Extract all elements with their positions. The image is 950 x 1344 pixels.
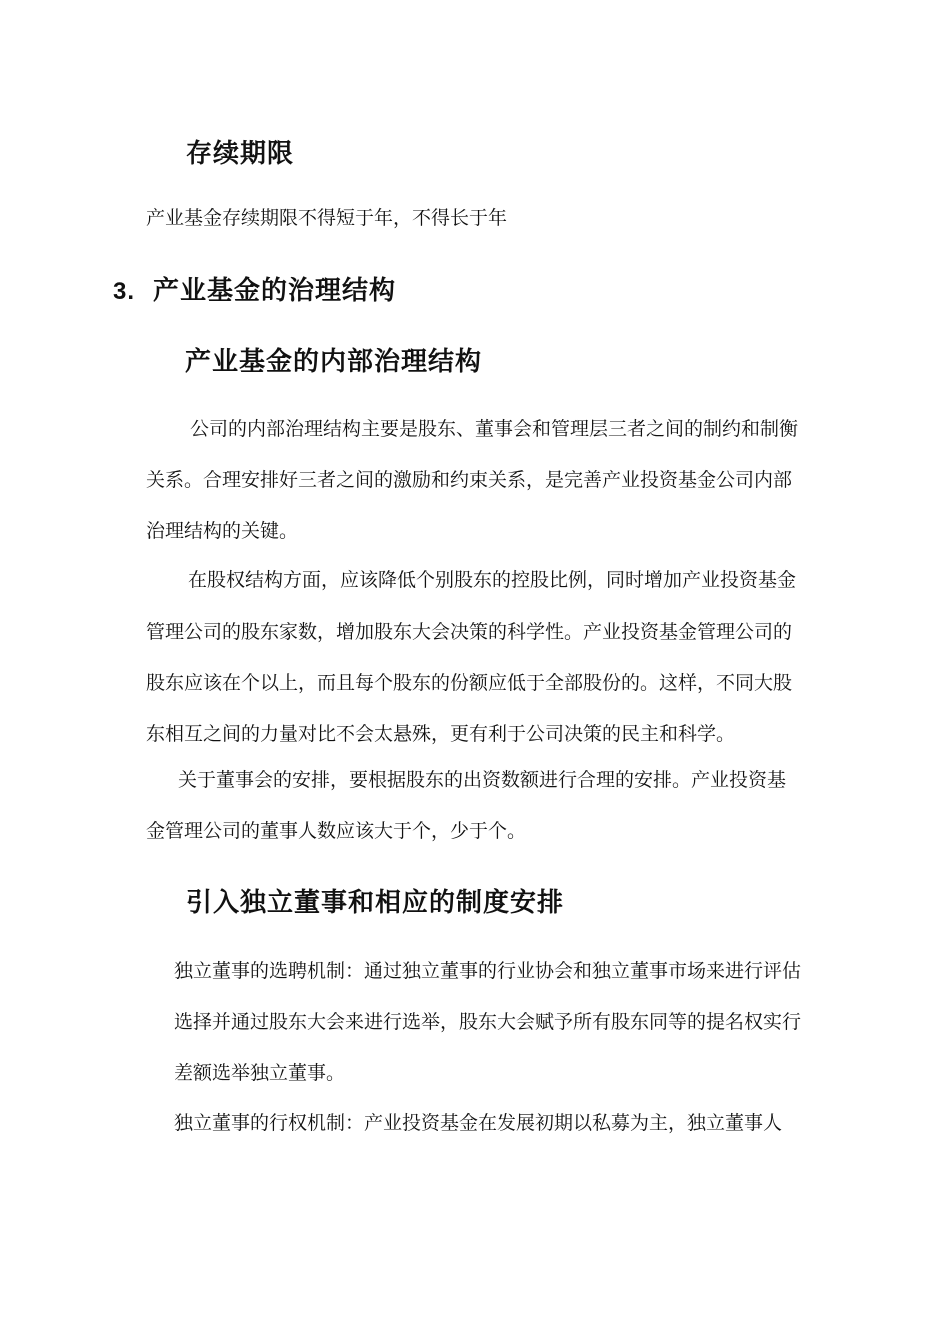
paragraph-line: 独立董事的行权机制：产业投资基金在发展初期以私募为主，独立董事人	[174, 1112, 783, 1134]
internal-paragraph-2	[146, 568, 796, 773]
governance-heading-text: 产业基金的治理结构	[153, 276, 397, 306]
duration-heading: 存续期限	[186, 139, 295, 169]
paragraph-line: 金管理公司的董事人数应该大于个，少于个。	[146, 820, 527, 842]
paragraph-line: 选择并通过股东大会来进行选举，股东大会赋予所有股东同等的提名权实行	[174, 1011, 802, 1033]
paragraph-line: 关于董事会的安排，要根据股东的出资数额进行合理的安排。产业投资基	[178, 769, 787, 791]
paragraph-line: 差额选举独立董事。	[174, 1062, 346, 1084]
paragraph-line: 公司的内部治理结构主要是股东、董事会和管理层三者之间的制约和制衡	[190, 418, 799, 440]
internal-governance-heading: 产业基金的内部治理结构	[185, 347, 483, 377]
paragraph-line: 东相互之间的力量对比不会太悬殊，更有利于公司决策的民主和科学。	[146, 723, 736, 745]
duration-paragraph: 产业基金存续期限不得短于年，不得长于年	[146, 207, 508, 229]
paragraph-line: 关系。合理安排好三者之间的激励和约束关系，是完善产业投资基金公司内部	[146, 469, 793, 491]
internal-paragraph-3	[146, 768, 786, 870]
paragraph-line: 在股权结构方面，应该降低个别股东的控股比例，同时增加产业投资基金	[188, 569, 797, 591]
paragraph-line: 管理公司的股东家数，增加股东大会决策的科学性。产业投资基金管理公司的	[146, 621, 793, 643]
paragraph-line: 股东应该在个以上，而且每个股东的份额应低于全部股份的。这样，不同大股	[146, 672, 793, 694]
governance-heading	[113, 276, 396, 307]
independent-directors-heading: 引入独立董事和相应的制度安排	[186, 888, 565, 918]
independent-paragraph-2	[174, 1111, 782, 1162]
section-number: 3.	[113, 278, 136, 305]
independent-paragraph-1	[174, 959, 801, 1112]
paragraph-line: 治理结构的关键。	[146, 520, 299, 542]
paragraph-line: 独立董事的选聘机制：通过独立董事的行业协会和独立董事市场来进行评估	[174, 960, 802, 982]
internal-paragraph-1	[146, 417, 798, 570]
